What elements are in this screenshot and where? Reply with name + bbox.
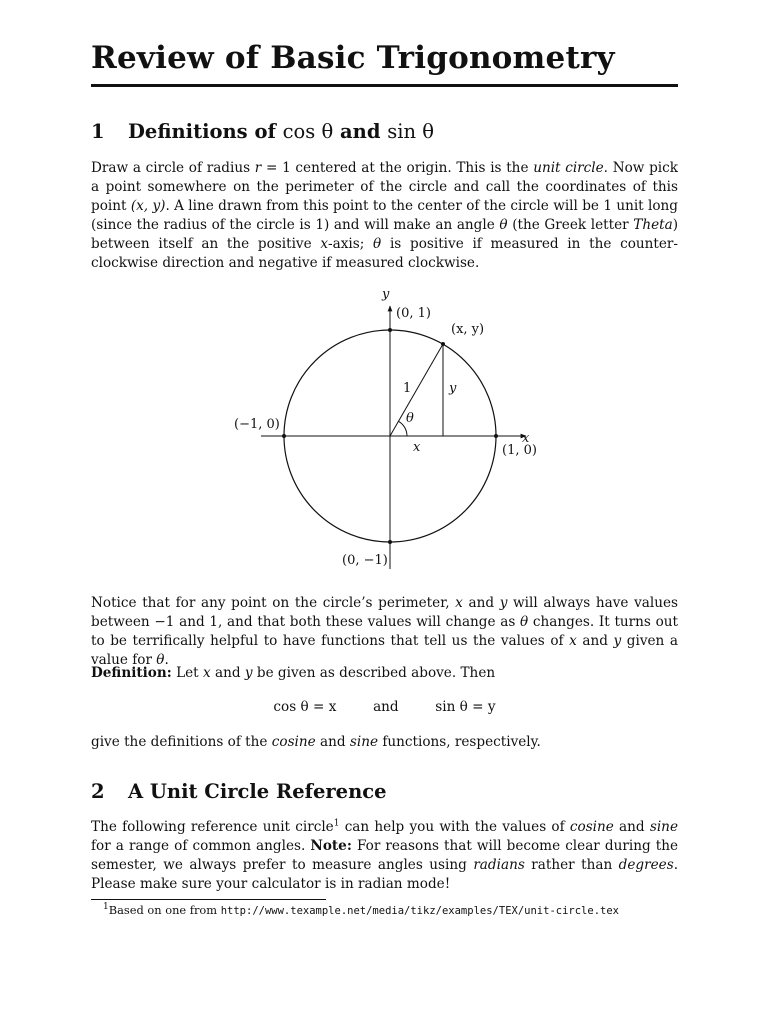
x-axis-label: x xyxy=(522,431,530,446)
title-rule xyxy=(91,84,678,87)
definition-label: Definition: xyxy=(91,665,172,681)
paragraph-notice: Notice that for any point on the circle’s perimeter, x and y will always have values between −1 and 1, and that both these values will change as θ changes. It turns out to be terrifically helpful to have functions that tell us the values of x and y given a value for θ. xyxy=(91,595,678,668)
left-point-label: (−1, 0) xyxy=(234,417,280,432)
footnote-mark: 1 xyxy=(333,818,340,829)
footnote: $^1$Based on one from http://www.texample.net/media/tikz/examples/TEX/unit-circle.tex xyxy=(103,902,619,917)
xy-point-dot xyxy=(441,342,445,346)
xy-point-label: (x, y) xyxy=(451,322,485,337)
section-1-heading xyxy=(91,120,434,143)
section-1-title-math-cos: cos θ xyxy=(282,120,334,143)
right-point-dot xyxy=(494,434,498,438)
equation-cos: cos θ = x xyxy=(273,699,337,715)
unit-circle-figure xyxy=(234,282,636,572)
bottom-point-label: (0, −1) xyxy=(342,553,388,568)
paragraph-definition: Definition: Let x and y be given as described above. Then xyxy=(91,665,496,681)
footnote-url[interactable]: http://www.texample.net/media/tikz/examples/TEX/unit-circle.tex xyxy=(220,905,619,917)
top-point-label: (0, 1) xyxy=(396,306,431,321)
y-axis-label: y xyxy=(382,287,390,302)
display-equation xyxy=(91,699,678,715)
paragraph-unit-circle-intro: Draw a circle of radius r = 1 centered at the origin. This is the unit circle. Now pick a point somewhere on the perimeter of the circle and call the coordinates of this point (x, y). A line drawn from this point to the center of the circle will be 1 unit long (since the radius of the circle is 1) and will make an angle θ (the Greek letter Theta) between itself an the positive x-axis; θ is positive if measured in the counter-clockwise direction and negative if measured clockwise. xyxy=(91,160,679,271)
top-point-dot xyxy=(388,328,392,332)
equation-and: and xyxy=(373,699,399,715)
section-2-heading xyxy=(91,780,387,803)
equation-sin: sin θ = y xyxy=(435,699,496,715)
paragraph-definitions-note: give the definitions of the cosine and sine functions, respectively. xyxy=(91,734,541,750)
left-point-dot xyxy=(282,434,286,438)
footnote-rule xyxy=(91,899,326,900)
bottom-point-dot xyxy=(388,540,392,544)
radius-label: 1 xyxy=(403,381,412,396)
section-2-number: 2 xyxy=(91,780,105,803)
section-2-title: A Unit Circle Reference xyxy=(128,780,387,803)
right-point-label: (1, 0) xyxy=(502,443,537,458)
section-1-title-and: and xyxy=(340,120,381,143)
radius-line xyxy=(390,344,443,436)
document-title: Review of Basic Trigonometry xyxy=(91,40,615,76)
paragraph-unit-circle-reference: The following reference unit circle$^1$ can help you with the values of cosine and sine for a range of common angles. Note: For reasons that will become clear during the semester, we always prefer to measure angles using radians rather than degrees. Please make sure your calculator is in radian mode! xyxy=(91,818,679,892)
section-1-title-math-sin: sin θ xyxy=(387,120,435,143)
section-1-title-text: Definitions of xyxy=(128,120,276,143)
opposite-side-label: y xyxy=(449,381,457,396)
angle-theta-label: θ xyxy=(406,411,414,426)
section-1-number: 1 xyxy=(91,120,105,143)
adjacent-side-label: x xyxy=(413,440,421,455)
